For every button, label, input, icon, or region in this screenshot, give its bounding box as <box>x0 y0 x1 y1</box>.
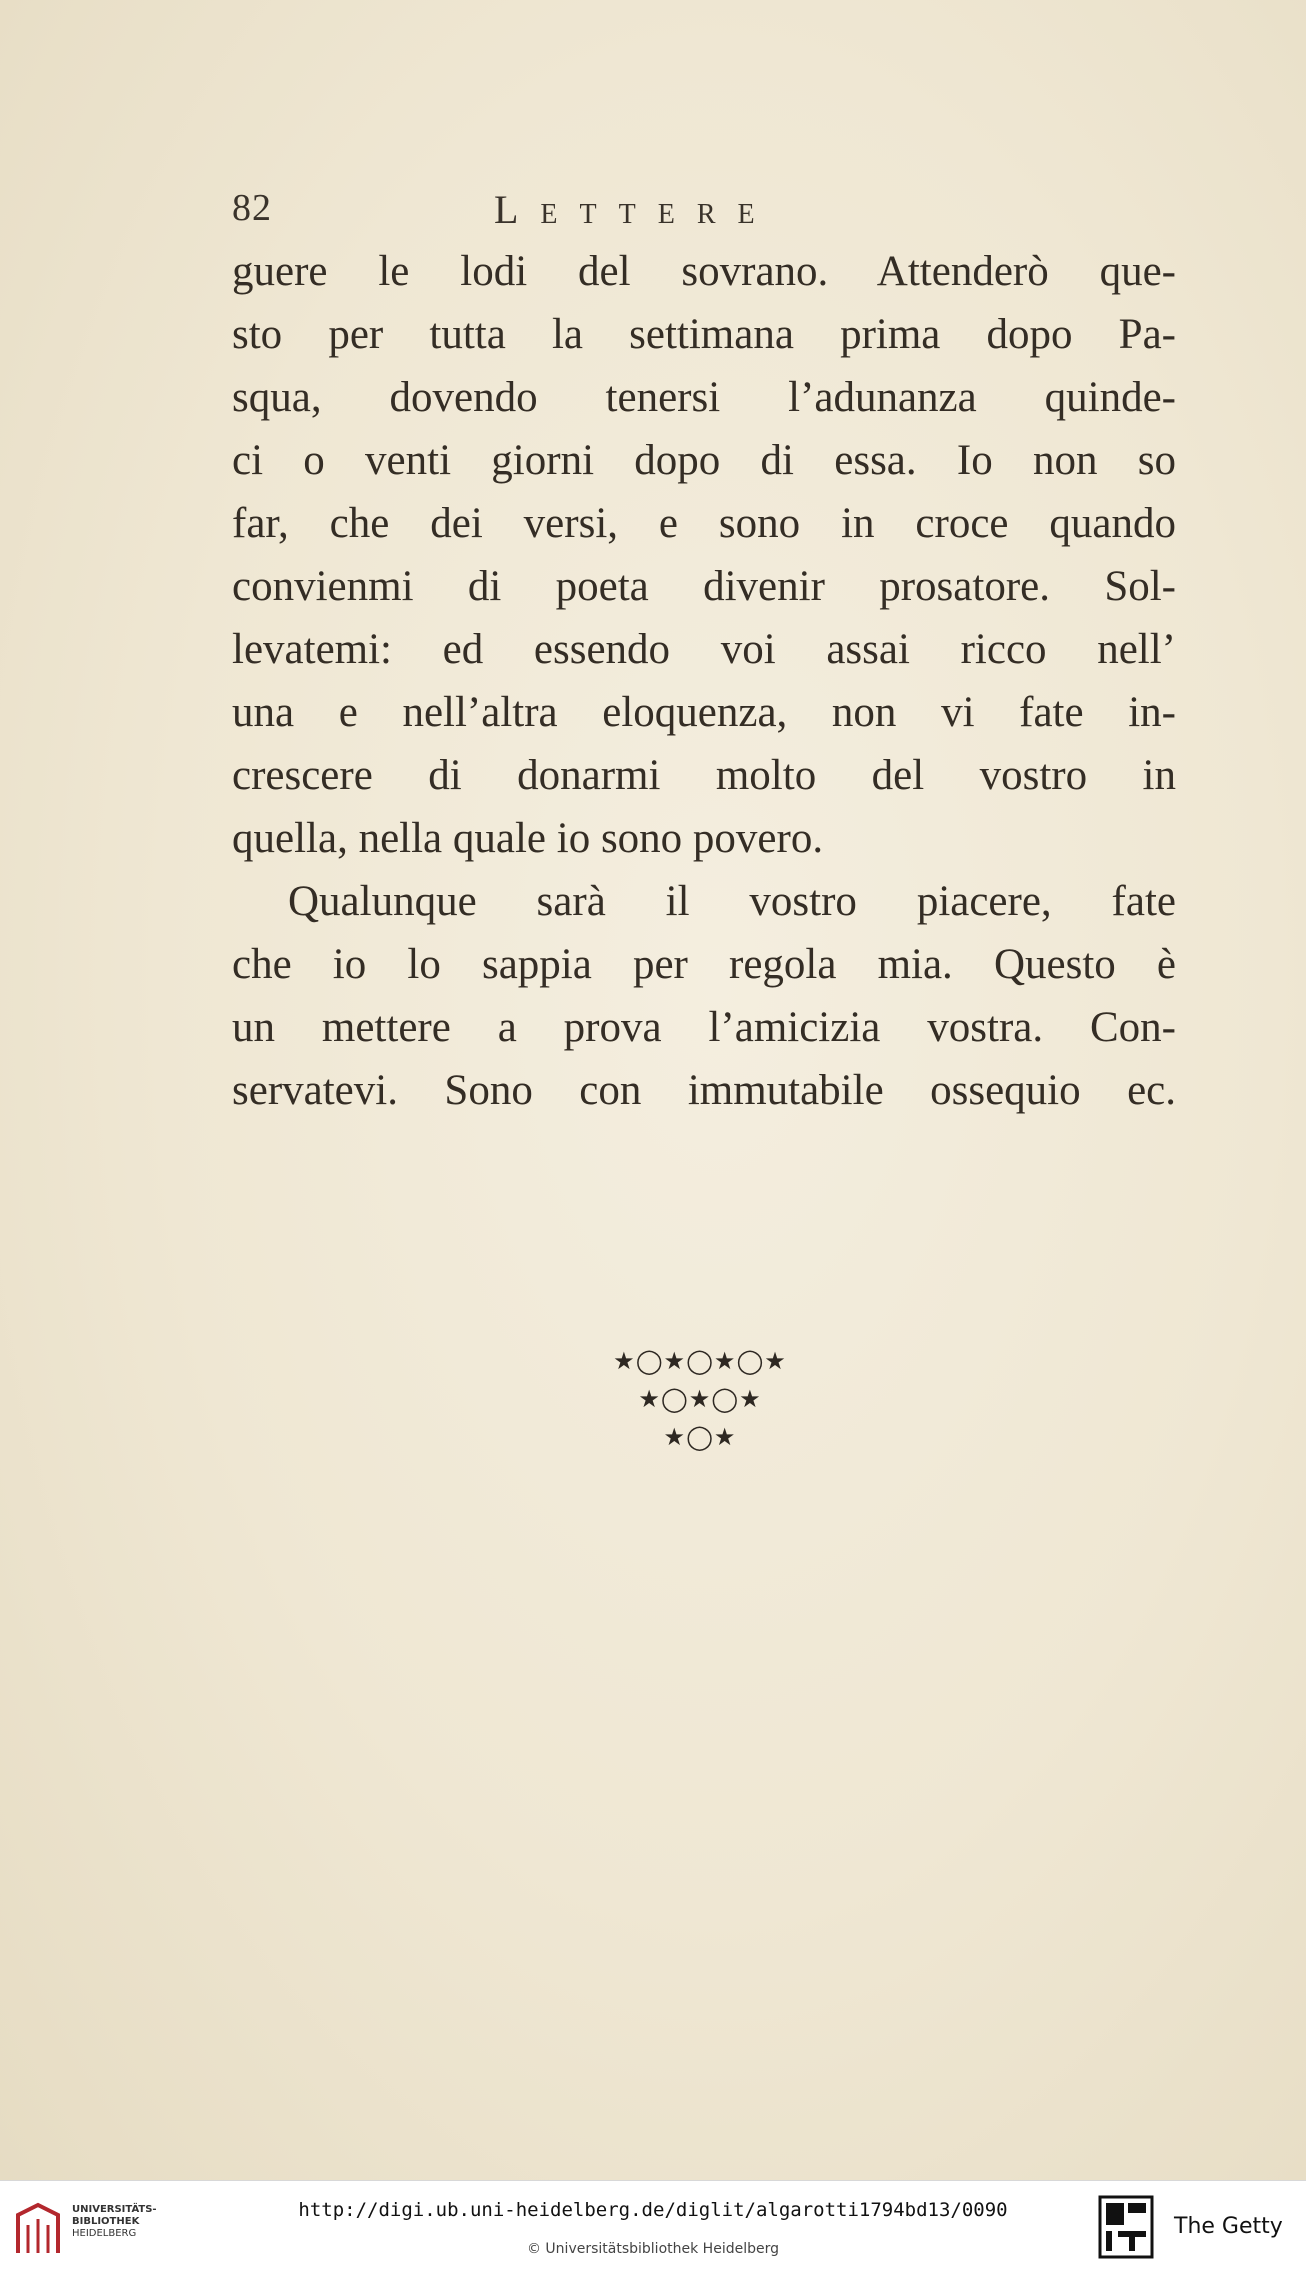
ornament-row: ★◯★◯★◯★ <box>613 1347 787 1375</box>
page-header <box>232 186 932 246</box>
text-line: far, che dei versi, e sono in croce quando <box>232 500 1176 547</box>
page-number: 82 <box>232 187 272 229</box>
library-name-line: HEIDELBERG <box>72 2228 137 2239</box>
library-name-line: UNIVERSITÄTS- <box>72 2204 157 2215</box>
text-line: un mettere a prova l’amicizia vostra. Con- <box>232 1004 1176 1051</box>
text-line: Qualunque sarà il vostro piacere, fate <box>288 878 1176 925</box>
ornament-row: ★◯★◯★ <box>638 1385 762 1413</box>
end-ornament <box>540 1342 860 1456</box>
copyright-notice: © Universitätsbibliothek Heidelberg <box>526 2241 779 2257</box>
running-title: Lettere <box>494 187 777 232</box>
text-line: ci o venti giorni dopo di essa. Io non so <box>232 437 1176 484</box>
text-line: levatemi: ed essendo voi assai ricco nell’ <box>232 626 1176 673</box>
text-line: squa, dovendo tenersi l’adunanza quinde- <box>232 374 1176 421</box>
text-line: servatevi. Sono con immutabile ossequio ec. <box>232 1067 1176 1114</box>
text-line: convienmi di poeta divenir prosatore. Sol- <box>232 563 1176 610</box>
letter-text <box>232 240 1176 1122</box>
viewer-footer <box>0 2180 1306 2272</box>
permalink-url[interactable]: http://digi.ub.uni-heidelberg.de/diglit/algarotti1794bd13/0090 <box>298 2199 1008 2221</box>
text-line: quella, nella quale io sono povero. <box>232 815 824 862</box>
library-name-line: BIBLIOTHEK <box>72 2216 140 2227</box>
text-line: una e nell’altra eloquenza, non vi fate in- <box>232 689 1176 736</box>
text-line: che io lo sappia per regola mia. Questo è <box>232 941 1176 988</box>
text-line: sto per tutta la settimana prima dopo Pa- <box>232 311 1176 358</box>
text-line: guere le lodi del sovrano. Attenderò que- <box>232 248 1176 295</box>
getty-logo-icon <box>1098 2195 1154 2259</box>
text-line: crescere di donarmi molto del vostro in <box>232 752 1176 799</box>
ornament-row: ★◯★ <box>663 1423 737 1451</box>
getty-name: The Getty <box>1174 2214 1283 2239</box>
